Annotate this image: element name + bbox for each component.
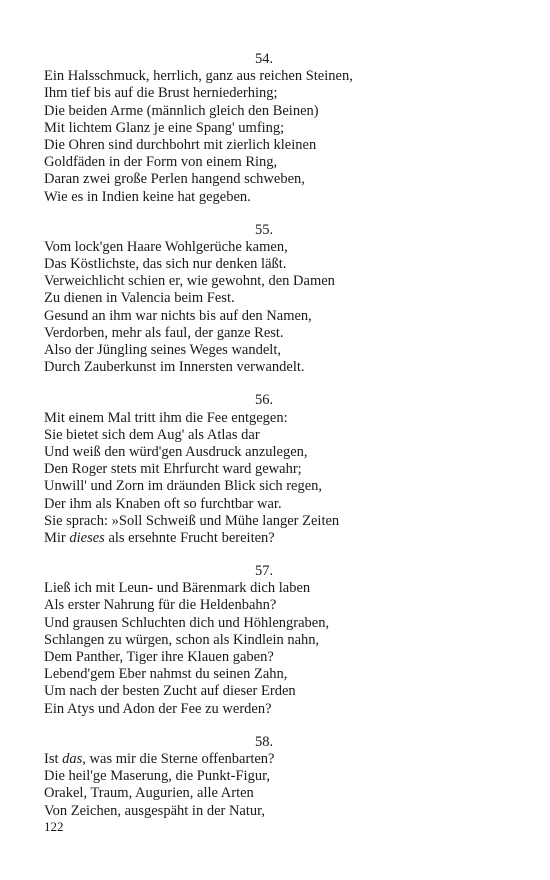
- verse-text: Verdorben, mehr als faul, der ganze Rest.: [44, 324, 284, 341]
- verse-line: [44, 120, 484, 137]
- verse-line: [44, 632, 484, 649]
- verse-text: Um nach der besten Zucht auf dieser Erden: [44, 683, 296, 700]
- verse-line: [44, 530, 484, 547]
- stanza-list: [44, 51, 484, 820]
- verse-line: [44, 273, 484, 290]
- verse-line: [44, 427, 484, 444]
- verse-line: [44, 85, 484, 102]
- verse-line: [44, 496, 484, 513]
- verse-emphasis: dieses: [69, 529, 105, 546]
- verse-text: Mir: [44, 529, 70, 546]
- verse-line: [44, 701, 484, 718]
- verse-text: Also der Jüngling seines Weges wandelt,: [44, 342, 281, 358]
- verse-line: [44, 290, 484, 307]
- verse-text: Ließ ich mit Leun- und Bärenmark dich laben: [44, 580, 311, 597]
- verse-text: Orakel, Traum, Augurien, alle Arten: [44, 785, 254, 802]
- verse-text: Die heil'ge Maserung, die Punkt-Figur,: [44, 768, 270, 785]
- verse-text: Verweichlicht schien er, wie gewohnt, den Damen: [44, 273, 335, 290]
- verse-line: [44, 308, 484, 325]
- verse-text: Sie sprach: »Soll Schweiß und Mühe langer Zeiten: [44, 512, 340, 529]
- verse-line: [44, 513, 484, 530]
- verse-line: [44, 478, 484, 495]
- verse-text: Unwill' und Zorn im dräunden Blick sich regen,: [44, 478, 323, 495]
- stanza: [44, 563, 484, 718]
- stanza: [44, 392, 484, 547]
- verse-line: [44, 803, 484, 820]
- verse-text: Als erster Nahrung für die Heldenbahn?: [44, 597, 277, 614]
- page-number: 122: [44, 819, 64, 834]
- verse-text: Ihm tief bis auf die Brust herniederhing;: [44, 85, 278, 102]
- verse-line: [44, 410, 484, 427]
- verse-line: [44, 580, 484, 597]
- poem-page: [44, 51, 484, 836]
- verse-line: [44, 666, 484, 683]
- verse-line: [44, 189, 484, 206]
- verse-line: [44, 683, 484, 700]
- stanza: [44, 734, 484, 820]
- verse-text: Der ihm als Knaben oft so furchtbar war.: [44, 495, 282, 512]
- verse-text: Das Köstlichste, das sich nur denken läßt.: [44, 256, 287, 273]
- verse-line: [44, 359, 484, 376]
- verse-text: als ersehnte Frucht bereiten?: [104, 529, 275, 546]
- stanza-number: 54.: [254, 51, 274, 67]
- verse-text: Mit einem Mal tritt ihm die Fee entgegen:: [44, 409, 288, 426]
- verse-text: Ist: [44, 750, 63, 767]
- stanza-number: 57.: [254, 563, 274, 580]
- verse-text: Wie es in Indien keine hat gegeben.: [44, 188, 251, 205]
- verse-text: Goldfäden in der Form von einem Ring,: [44, 154, 278, 171]
- verse-line: [44, 256, 484, 273]
- verse-line: [44, 751, 484, 768]
- verse-line: [44, 103, 484, 120]
- verse-line: [44, 785, 484, 802]
- verse-text: Mit lichtem Glanz je eine Spang' umfing;: [44, 119, 285, 136]
- verse-text: Schlangen zu würgen, schon als Kindlein nahn,: [44, 631, 320, 648]
- verse-text: Und grausen Schluchten dich und Höhlengraben,: [44, 614, 330, 631]
- verse-text: Zu dienen in Valencia beim Fest.: [44, 290, 235, 307]
- verse-line: [44, 68, 484, 85]
- verse-line: [44, 325, 484, 342]
- verse-text: Lebend'gem Eber nahmst du seinen Zahn,: [44, 666, 288, 683]
- verse-line: [44, 154, 484, 171]
- verse-line: [44, 137, 484, 154]
- stanza: [44, 51, 484, 206]
- verse-text: Vom lock'gen Haare Wohlgerüche kamen,: [44, 238, 288, 255]
- verse-text: Daran zwei große Perlen hangend schweben,: [44, 171, 305, 188]
- verse-line: [44, 649, 484, 666]
- verse-text: Ein Halsschmuck, herrlich, ganz aus reichen Steinen,: [44, 68, 353, 85]
- verse-line: [44, 444, 484, 461]
- verse-line: [44, 342, 484, 359]
- verse-text: Ein Atys und Adon der Fee zu werden?: [44, 700, 272, 717]
- verse-text: Dem Panther, Tiger ihre Klauen gaben?: [44, 649, 274, 665]
- verse-text: Und weiß den würd'gen Ausdruck anzulegen,: [44, 443, 308, 460]
- stanza-number: 55.: [254, 221, 274, 238]
- verse-emphasis: das: [62, 750, 83, 767]
- verse-text: Die beiden Arme (männlich gleich den Beinen): [44, 102, 319, 119]
- stanza-number: 58.: [254, 733, 274, 750]
- verse-line: [44, 239, 484, 256]
- verse-text: Gesund an ihm war nichts bis auf den Namen,: [44, 307, 312, 324]
- verse-text: Von Zeichen, ausgespäht in der Natur,: [44, 802, 266, 819]
- verse-text: Sie bietet sich dem Aug' als Atlas dar: [44, 426, 260, 443]
- verse-text: Durch Zauberkunst im Innersten verwandelt.: [44, 359, 305, 376]
- verse-text: Den Roger stets mit Ehrfurcht ward gewahr;: [44, 461, 302, 478]
- stanza-number: 56.: [254, 392, 274, 409]
- verse-line: [44, 768, 484, 785]
- stanza: [44, 222, 484, 377]
- verse-line: [44, 615, 484, 632]
- verse-line: [44, 597, 484, 614]
- verse-text: , was mir die Sterne offenbarten?: [82, 750, 275, 767]
- verse-line: [44, 461, 484, 478]
- verse-text: Die Ohren sind durchbohrt mit zierlich kleinen: [44, 136, 317, 153]
- verse-line: [44, 171, 484, 188]
